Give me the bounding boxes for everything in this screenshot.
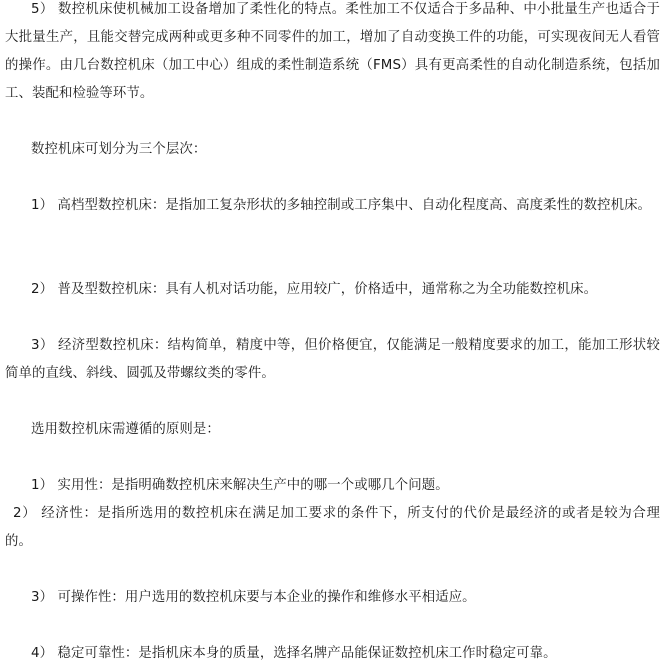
paragraph-cnc-levels-intro: 数控机床可划分为三个层次： [31, 142, 207, 157]
list-item-reliability: 4） 稳定可靠性：是指机床本身的质量，选择名牌产品能保证数控机床工作时稳定可靠。 [31, 646, 557, 661]
list-item-practicality: 1） 实用性：是指明确数控机床来解决生产中的哪一个或哪几个问题。 [31, 478, 449, 493]
list-item-economic-cnc: 3） 经济型数控机床：结构简单，精度中等，但价格便宜，仅能满足一般精度要求的加工，能加工形状较简单的直线、斜线、圆弧及带螺纹类的零件。 [5, 338, 660, 381]
paragraph-cnc-flexibility: 5） 数控机床使机械加工设备增加了柔性化的特点。柔性加工不仅适合于多品种、中小批量生产也适合于大批量生产，且能交替完成两种或更多种不同零件的加工，增加了自动变换工件的功能，可实现夜间无人看管的操作。由几台数控机床（加工中心）组成的柔性制造系统（FMS）具有更高柔性的自动化制造系统，包括加工、装配和检验等环节。 [5, 2, 660, 101]
list-item-popular-cnc: 2） 普及型数控机床：具有人机对话功能，应用较广，价格适中，通常称之为全功能数控机床。 [31, 282, 598, 297]
list-item-operability: 3） 可操作性：用户选用的数控机床要与本企业的操作和维修水平相适应。 [31, 590, 476, 605]
list-item-economy: 2） 经济性：是指所选用的数控机床在满足加工要求的条件下，所支付的代价是最经济的或者是较为合理的。 [5, 506, 660, 549]
paragraph-selection-principles-intro: 选用数控机床需遵循的原则是： [31, 422, 220, 437]
list-item-high-end-cnc: 1） 高档型数控机床：是指加工复杂形状的多轴控制或工序集中、自动化程度高、高度柔性的数控机床。 [31, 198, 652, 213]
